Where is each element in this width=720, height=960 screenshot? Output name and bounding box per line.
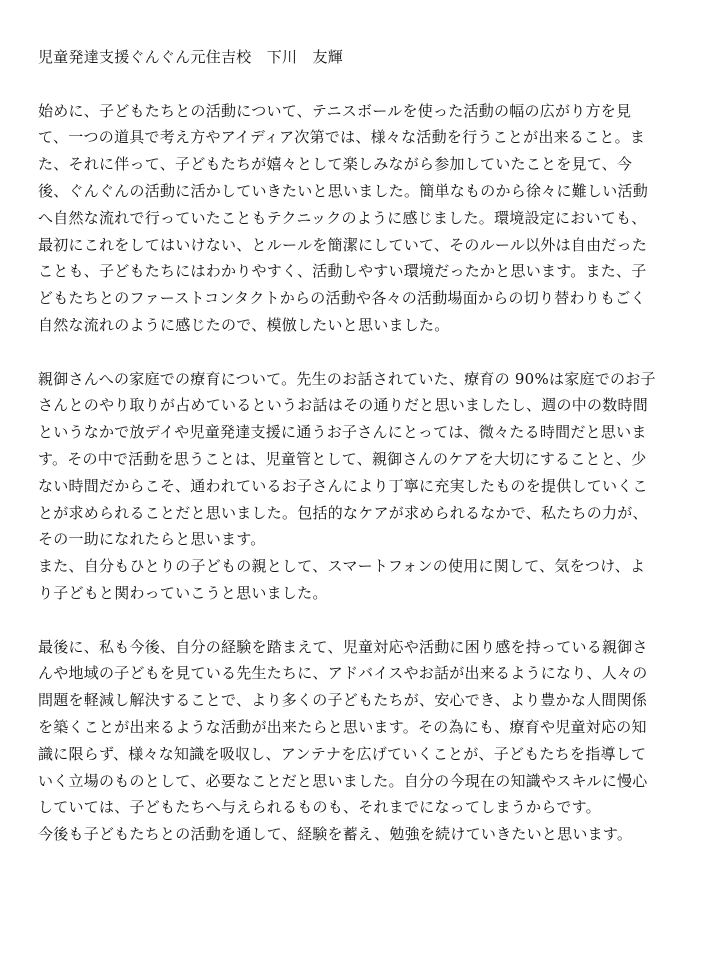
paragraph-line: ない時間だからこそ、通われているお子さんにより丁寧に充実したものを提供していくこ	[38, 476, 648, 495]
paragraph-line: というなかで放デイや児童発達支援に通うお子さんにとっては、微々たる時間だと思いま	[38, 423, 647, 442]
paragraph-home-support	[38, 366, 686, 607]
paragraph-line: を築くことが出来るような活動が出来たらと思います。その為にも、療育や児童対応の知	[38, 717, 647, 736]
paragraph-activities	[38, 98, 686, 339]
paragraph-line: た、それに伴って、子どもたちが嬉々として楽しみながら参加していたことを見て、今	[38, 155, 633, 174]
paragraph-line: す。その中で活動を思うことは、児童管として、親御さんのケアを大切にすることと、少	[38, 449, 647, 468]
paragraph-line: ことも、子どもたちにはわかりやすく、活動しやすい環境だったかと思います。また、子	[38, 262, 647, 281]
paragraph-gap	[38, 607, 686, 634]
paragraph-line: り子どもと関わっていこうと思いました。	[38, 583, 328, 602]
paragraph-line: さんとのやり取りが占めているというお話はその通りだと思いましたし、週の中の数時間	[38, 396, 649, 415]
paragraph-line: 今後も子どもたちとの活動を通して、経験を蓄え、勉強を続けていきたいと思います。	[38, 825, 633, 844]
paragraph-line: 問題を軽減し解決することで、より多くの子どもたちが、安心でき、より豊かな人間関係	[38, 691, 648, 710]
paragraph-line: また、自分もひとりの子どもの親として、スマートフォンの使用に関して、気をつけ、よ	[38, 557, 646, 576]
paragraph-line: へ自然な流れで行っていたこともテクニックのように感じました。環境設定においても、	[38, 208, 647, 227]
paragraph-line: 親御さんへの家庭での療育について。先生のお話されていた、療育の 90%は家庭でのお子	[38, 369, 656, 388]
paragraph-line: とが求められることだと思いました。包括的なケアが求められるなかで、私たちの力が、	[38, 503, 648, 522]
paragraph-line: 最後に、私も今後、自分の経験を踏まえて、児童対応や活動に困り感を持っている親御さ	[38, 637, 648, 656]
paragraph-line: て、一つの道具で考え方やアイディア次第では、様々な活動を行うことが出来ること。ま	[38, 128, 646, 147]
paragraph-gap	[38, 71, 686, 98]
paragraph-line: 最初にこれをしてはいけない、とルールを簡潔にしていて、そのルール以外は自由だった	[38, 235, 648, 254]
paragraph-line: 後、ぐんぐんの活動に活かしていきたいと思いました。簡単なものから徐々に難しい活動	[38, 181, 649, 200]
paragraph-line: していては、子どもたちへ与えられるものも、それまでになってしまうからです。	[38, 798, 601, 817]
paragraph-line: いく立場のものとして、必要なことだと思いました。自分の今現在の知識やスキルに慢心	[38, 771, 648, 790]
paragraph-line: どもたちとのファーストコンタクトからの活動や各々の活動場面からの切り替わりもごく	[38, 289, 646, 308]
paragraph-line: その一助になれたらと思います。	[38, 530, 266, 549]
paragraph-line: 始めに、子どもたちとの活動について、テニスボールを使った活動の幅の広がり方を見	[38, 101, 632, 120]
paragraph-line: 識に限らず、様々な知識を吸収し、アンテナを広げていくことが、子どもたちを指導して	[38, 744, 647, 763]
document-header: 児童発達支援ぐんぐん元住吉校 下川 友輝	[38, 48, 344, 66]
paragraph-gap	[38, 339, 686, 366]
paragraph-line: んや地域の子どもを見ている先生たちに、アドバイスやお話が出来るようになり、人々の	[38, 664, 648, 683]
paragraph-line: 自然な流れのように感じたので、模倣したいと思いました。	[38, 315, 450, 334]
paragraph-conclusion	[38, 634, 686, 848]
